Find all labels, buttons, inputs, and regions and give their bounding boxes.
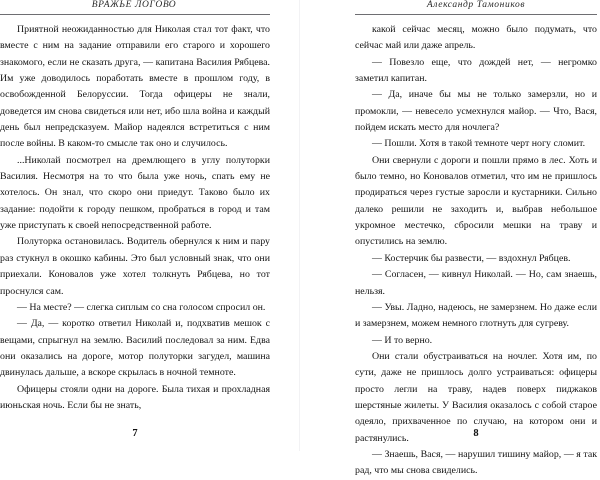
paragraph: Приятной неожиданностью для Николая стал тот факт, что вместе с ним на задание отправили его старого и хорошего знакомого, если не сказать друга, — капитана Василия Рябцева. Им уже доводилось поработать вместе в прошлом году, в освобожденной Белоруссии. Тогда офицеры не знали, доведется им снова свидеться или нет, ибо шла война и каждый день был непредсказуем. Майор надеялся встретиться с ним после войны. В каком-то смысле так оно и случилось. [0, 24, 270, 150]
paragraph: Они стали обустраиваться на ночлег. Хотя им, по сути, даже не пришлось долго устраиваться: офицеры просто легли на траву, надев поверх пиджаков шерстяные жилеты. У Василия оказалось с собой старое одеяло, прихваченное по случаю, на котором они и растянулись. [355, 350, 597, 444]
right-page-number: 8 [473, 428, 479, 439]
paragraph: ...Николай посмотрел на дремлющего в углу полуторки Василия. Несмотря на то что была уже ночь, спать ему не хотелось. Он знал, что скоро они приедут. Таково было их задание: подойти к городу пешком, пробраться в город и там уже приступать к своей непосредственной работе. [0, 154, 270, 232]
paragraph: — Согласен, — кивнул Николай. — Но, сам знаешь, нельзя. [355, 269, 597, 297]
left-page-running-head-text: ВРАЖЬЕ ЛОГОВО [91, 0, 177, 10]
paragraph: — На месте? — слегка сиплым со сна голосом спросил он. [17, 301, 266, 313]
paragraph: — Знаешь, Вася, — нарушил тишину майор, — я так рад, что мы снова свиделись. [355, 448, 597, 477]
paragraph: какой сейчас месяц, можно было подумать, что сейчас май или даже апрель. [355, 24, 597, 52]
paragraph: — Да, иначе бы мы не только замерзли, но и промокли, — невесело усмехнулся майор. — Что, Вася, пойдем искать место для ночлега? [355, 89, 597, 134]
paragraph: Они свернули с дороги и пошли прямо в лес. Хоть и было темно, но Коновалов отметил, что им не пришлось продираться через густые заросли и кустарники. Сильно далеко решили не заходить и, выбрав небольшое укромное местечко, сбросили мешки на траву и опустились на землю. [355, 154, 597, 248]
left-page-running-head [0, 0, 270, 12]
right-page-running-head-text: Александр Тамоников [426, 0, 526, 10]
left-page-number: 7 [132, 428, 138, 439]
left-page [0, 0, 300, 451]
right-page-header-rule [355, 14, 597, 15]
left-page-body-text [0, 22, 270, 414]
right-page-running-head [355, 0, 597, 12]
left-page-header-rule [0, 14, 270, 15]
paragraph: — Увы. Ладно, надеюсь, не замерзнем. Но даже если и замерзнем, можем немного глотнуть для сугреву. [355, 301, 597, 330]
right-page-body-text [355, 22, 597, 480]
paragraph: — Повезло еще, что дождей нет, — негромко заметил капитан. [355, 56, 597, 85]
paragraph: Офицеры стояли одни на дороге. Была тихая и прохладная июньская ночь. Если бы не знать, [0, 383, 270, 411]
paragraph: — Да, — коротко ответил Николай и, подхватив мешок с вещами, спрыгнул на землю. Василий последовал за ним. Едва они оказались на дороге, мотор полуторки загудел, машина двинулась дальше, а вскоре скрылась в ночной темноте. [0, 318, 270, 379]
paragraph: Полуторка остановилась. Водитель обернулся к ним и пару раз стукнул в окошко кабины. Это был условный знак, что они приехали. Коновалов уже хотел толкнуть Рябцева, но тот проснулся сам. [0, 236, 270, 297]
paragraph: — Пошли. Хотя в такой темноте черт ногу сломит. [372, 138, 586, 150]
right-page [300, 0, 600, 477]
paragraph: — Костерчик бы развести, — вздохнул Рябцев. [372, 252, 571, 264]
paragraph: — И то верно. [372, 334, 433, 346]
